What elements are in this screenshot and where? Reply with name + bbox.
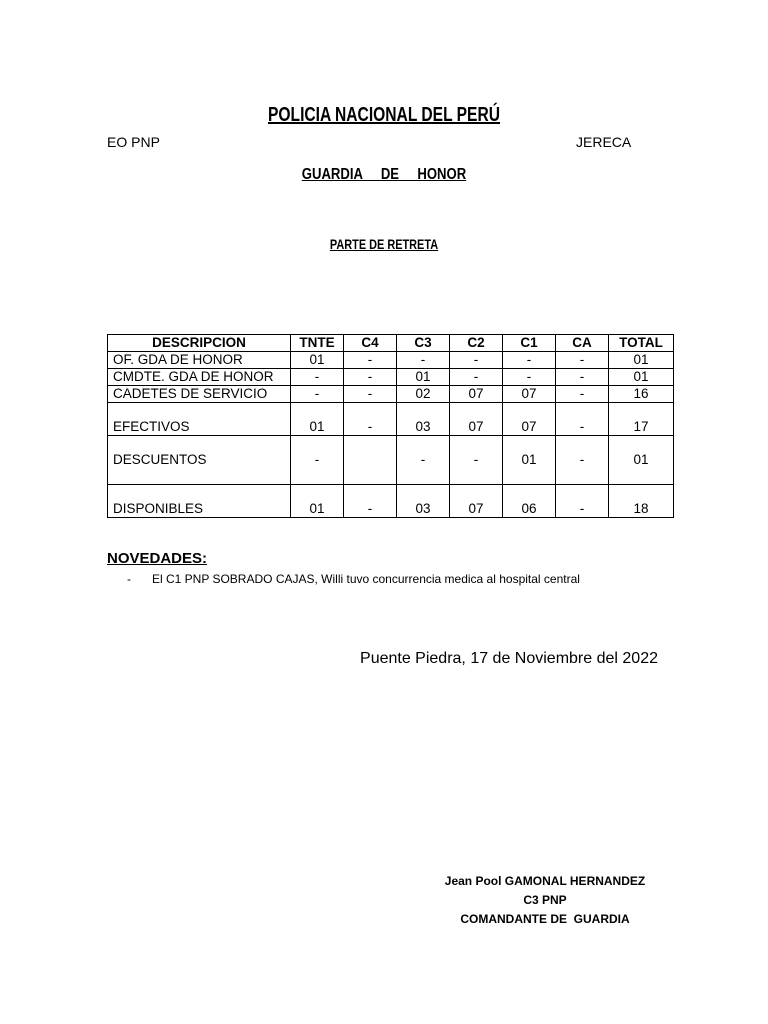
table-cell: 03 (397, 403, 450, 436)
table-cell: - (556, 369, 609, 386)
table-cell: - (344, 386, 397, 403)
table-cell: 01 (291, 352, 344, 369)
signature-block (430, 872, 660, 929)
table-row (108, 436, 674, 485)
column-header: CA (556, 335, 609, 352)
table-cell: - (556, 485, 609, 518)
signer-rank: C3 PNP (523, 893, 567, 907)
column-header: C1 (503, 335, 556, 352)
document-subtitle: GUARDIA DE HONOR (301, 166, 467, 183)
column-header: C4 (344, 335, 397, 352)
column-header: TNTE (291, 335, 344, 352)
table-cell: - (503, 352, 556, 369)
table-cell: - (291, 386, 344, 403)
novedad-text: El C1 PNP SOBRADO CAJAS, Willi tuvo concurrencia medica al hospital central (152, 572, 580, 586)
table-cell: - (344, 369, 397, 386)
table-cell: - (556, 403, 609, 436)
table-cell: 17 (609, 403, 674, 436)
table-row (108, 352, 674, 369)
column-header: TOTAL (609, 335, 674, 352)
table-cell: 18 (609, 485, 674, 518)
signer-position: COMANDANTE DE GUARDIA (460, 912, 630, 926)
table-cell: - (344, 403, 397, 436)
list-item (127, 572, 580, 586)
row-label: DESCUENTOS (108, 436, 291, 485)
column-header: DESCRIPCION (108, 335, 291, 352)
table-cell: 01 (609, 436, 674, 485)
table-cell: - (556, 352, 609, 369)
table-row (108, 485, 674, 518)
table-cell: - (450, 352, 503, 369)
table-cell: 07 (450, 386, 503, 403)
row-label: OF. GDA DE HONOR (108, 352, 291, 369)
novedades-heading: NOVEDADES: (107, 550, 208, 567)
table-cell: 01 (503, 436, 556, 485)
table-cell: - (291, 369, 344, 386)
table-cell: 02 (397, 386, 450, 403)
row-label: CMDTE. GDA DE HONOR (108, 369, 291, 386)
table-cell: 07 (503, 403, 556, 436)
table-cell: 16 (609, 386, 674, 403)
table-row (108, 386, 674, 403)
table-cell: - (450, 369, 503, 386)
signer-name: Jean Pool GAMONAL HERNANDEZ (444, 874, 646, 888)
table-cell: 03 (397, 485, 450, 518)
table-row (108, 369, 674, 386)
document-title: POLICIA NACIONAL DEL PERÚ (267, 104, 501, 126)
row-label: DISPONIBLES (108, 485, 291, 518)
table-cell (344, 436, 397, 485)
list-bullet: - (127, 572, 131, 586)
table-cell: - (556, 436, 609, 485)
table-cell: 01 (397, 369, 450, 386)
table-cell: - (344, 352, 397, 369)
unit-right-label: JERECA (576, 134, 632, 150)
row-label: CADETES DE SERVICIO (108, 386, 291, 403)
table-row (108, 403, 674, 436)
table-cell: - (291, 436, 344, 485)
column-header: C2 (450, 335, 503, 352)
table-cell: 01 (291, 403, 344, 436)
report-title: PARTE DE RETRETA (329, 236, 439, 252)
table-cell: - (397, 352, 450, 369)
table-cell: 01 (609, 369, 674, 386)
table-header-row (108, 335, 674, 352)
table-cell: - (556, 386, 609, 403)
column-header: C3 (397, 335, 450, 352)
table-cell: - (344, 485, 397, 518)
row-label: EFECTIVOS (108, 403, 291, 436)
table-cell: 01 (291, 485, 344, 518)
table-cell: 07 (450, 403, 503, 436)
table-cell: - (397, 436, 450, 485)
roster-table (107, 334, 674, 518)
table-cell: 01 (609, 352, 674, 369)
table-cell: - (450, 436, 503, 485)
table-cell: 06 (503, 485, 556, 518)
unit-left-label: EO PNP (107, 134, 160, 150)
place-date: Puente Piedra, 17 de Noviembre del 2022 (360, 650, 658, 667)
table-cell: 07 (503, 386, 556, 403)
table-cell: - (503, 369, 556, 386)
table-cell: 07 (450, 485, 503, 518)
